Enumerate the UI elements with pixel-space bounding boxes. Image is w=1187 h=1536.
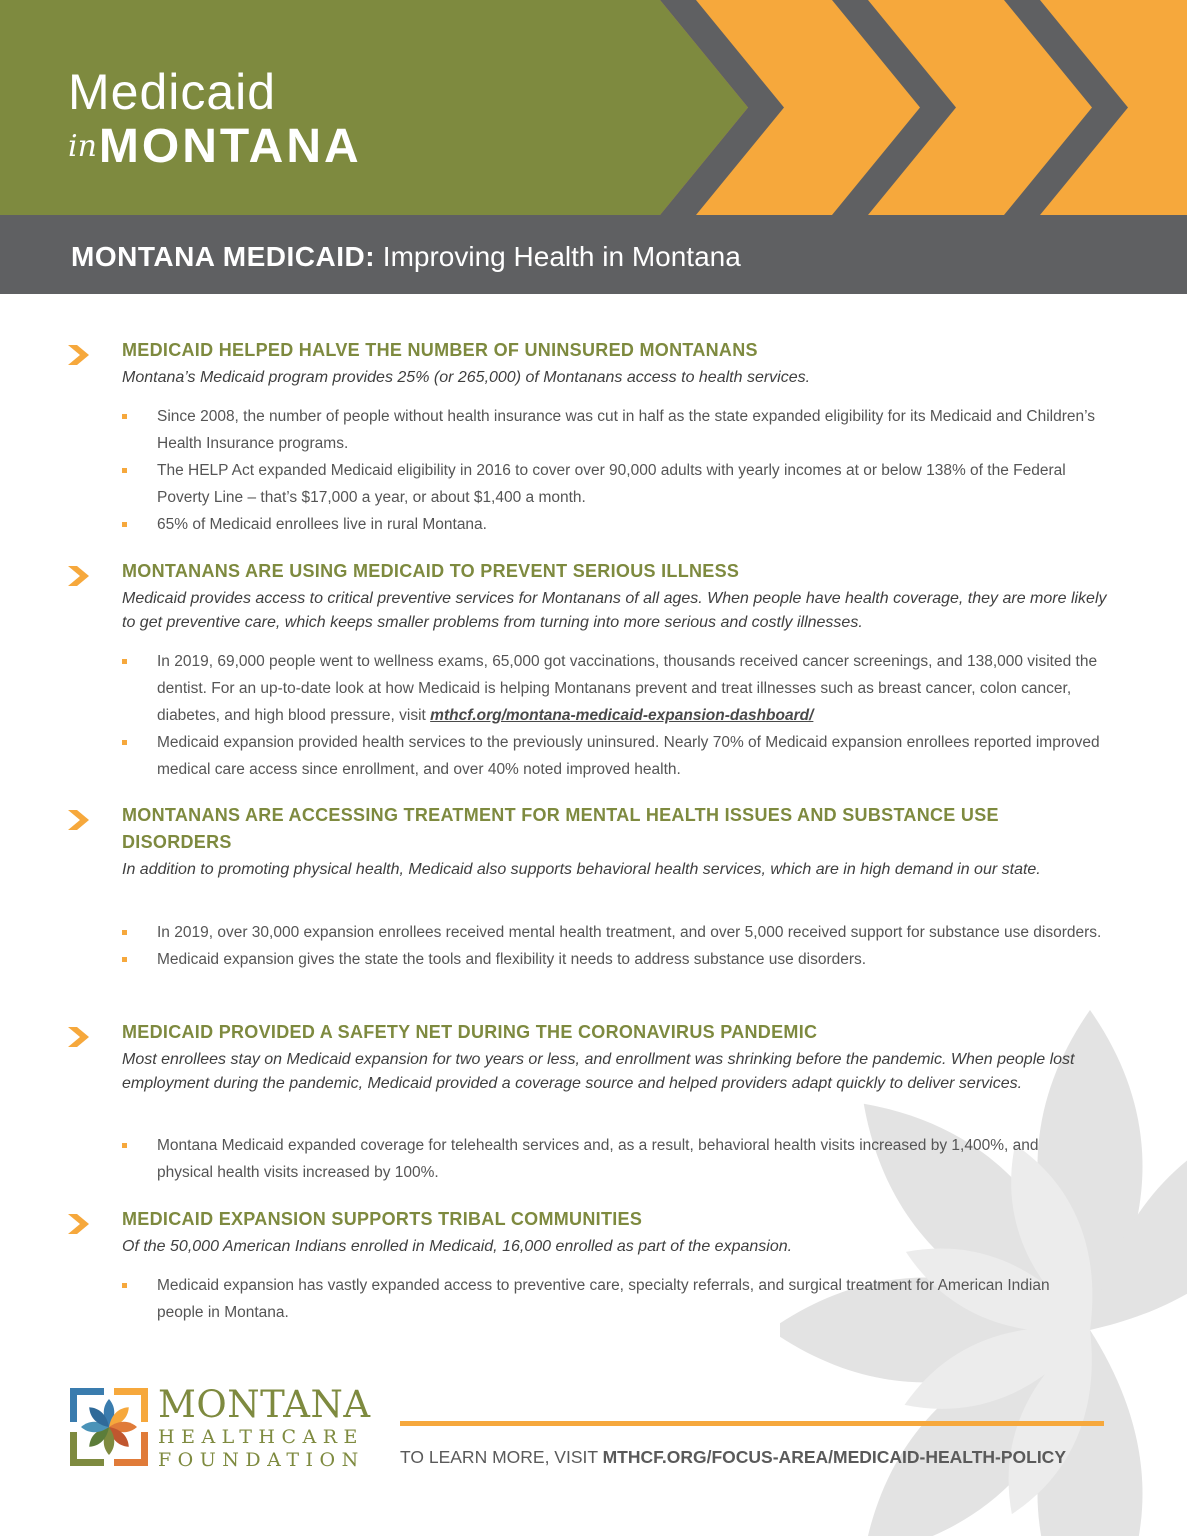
- bullet-list: [122, 1272, 1052, 1326]
- foundation-logo-text: [158, 1384, 371, 1472]
- section-title: MEDICAID PROVIDED A SAFETY NET DURING THE CORONAVIRUS PANDEMIC: [122, 1022, 818, 1042]
- list-item-text: In 2019, 69,000 people went to wellness exams, 65,000 got vaccinations, thousands received cancer screenings, and 138,000 visited the dentist. For an up-to-date look at how Medicaid is helping Montanans prevent and treat illnesses such as breast cancer, colon cancer, diabetes, and high blood pressure, visit: [157, 653, 1098, 724]
- chevron-right-icon: [68, 1214, 90, 1234]
- list-item: 65% of Medicaid enrollees live in rural Montana.: [122, 511, 1112, 538]
- list-item: Montana Medicaid expanded coverage for telehealth services and, as a result, behavioral health visits increased by 1,400%, and physical health visits increased by 100%.: [122, 1132, 1062, 1186]
- brand-state: MONTANA: [98, 120, 362, 173]
- list-item: In 2019, over 30,000 expansion enrollees received mental health treatment, and over 5,000 received support for substance use disorders.: [122, 919, 1112, 946]
- list-item: Medicaid expansion provided health services to the previously uninsured. Nearly 70% of Medicaid expansion enrollees reported improved medical care access since enrollment, and over 40% noted improved health.: [122, 729, 1112, 783]
- section-title: MONTANANS ARE USING MEDICAID TO PREVENT SERIOUS ILLNESS: [122, 561, 740, 581]
- header-banner: [0, 0, 1187, 215]
- brand-wordmark: [68, 64, 362, 178]
- section-lead: Montana’s Medicaid program provides 25% (or 265,000) of Montanans access to health services.: [122, 369, 811, 386]
- foundation-logo-icon: [70, 1388, 148, 1466]
- section-lead: Most enrollees stay on Medicaid expansion for two years or less, and enrollment was shrinking before the pandemic. When people lost employment during the pandemic, Medicaid provided a coverage source and helped providers adapt quickly to deliver services.: [122, 1051, 1075, 1092]
- list-item: [122, 648, 1112, 729]
- page-title-rest: Improving Health in Montana: [375, 241, 741, 272]
- logo-line-3: FOUNDATION: [158, 1449, 365, 1471]
- logo-line-1: MONTANA: [158, 1383, 371, 1426]
- chevron-right-icon: [68, 1027, 90, 1047]
- dashboard-link[interactable]: mthcf.org/montana-medicaid-expansion-dashboard/: [430, 707, 814, 724]
- section-title: MONTANANS ARE ACCESSING TREATMENT FOR MENTAL HEALTH ISSUES AND SUBSTANCE USE DISORDERS: [122, 805, 999, 852]
- section-lead: Of the 50,000 American Indians enrolled in Medicaid, 16,000 enrolled as part of the expansion.: [122, 1238, 793, 1255]
- brand-word: Medicaid: [68, 64, 277, 120]
- section-lead: In addition to promoting physical health, Medicaid also supports behavioral health services, which are in high demand in our state.: [122, 861, 1041, 878]
- page-title-bold: MONTANA MEDICAID:: [71, 241, 376, 272]
- brand-in: in: [68, 129, 97, 164]
- chevron-right-icon: [68, 566, 90, 586]
- list-item: Medicaid expansion has vastly expanded access to preventive care, specialty referrals, and surgical treatment for American Indian people in Montana.: [122, 1272, 1052, 1326]
- footer-divider: [400, 1421, 1104, 1426]
- bullet-list: [122, 403, 1112, 538]
- bullet-list: [122, 1132, 1062, 1186]
- chevron-right-icon: [68, 345, 90, 365]
- list-item: The HELP Act expanded Medicaid eligibility in 2016 to cover over 90,000 adults with yearly incomes at or below 138% of the Federal Poverty Line – that’s $17,000 a year, or about $1,400 a month.: [122, 457, 1112, 511]
- list-item: Since 2008, the number of people without health insurance was cut in half as the state expanded eligibility for its Medicaid and Children’s Health Insurance programs.: [122, 403, 1112, 457]
- logo-line-2: HEALTHCARE: [158, 1426, 364, 1448]
- bullet-list: [122, 648, 1112, 783]
- footer-cta: [400, 1447, 1066, 1468]
- section-title: MEDICAID EXPANSION SUPPORTS TRIBAL COMMUNITIES: [122, 1209, 643, 1229]
- section-title: MEDICAID HELPED HALVE THE NUMBER OF UNINSURED MONTANANS: [122, 340, 758, 360]
- chevron-right-icon: [68, 810, 90, 830]
- footer-cta-link[interactable]: MTHCF.ORG/FOCUS-AREA/MEDICAID-HEALTH-POLICY: [602, 1447, 1066, 1467]
- page-title: [71, 241, 741, 273]
- bullet-list: [122, 919, 1112, 973]
- section-lead: Medicaid provides access to critical preventive services for Montanans of all ages. When people have health coverage, they are more likely to get preventive care, which keeps smaller problems from turning into more serious and costly illnesses.: [122, 590, 1107, 631]
- list-item: Medicaid expansion gives the state the tools and flexibility it needs to address substance use disorders.: [122, 946, 1112, 973]
- footer-cta-prefix: TO LEARN MORE, VISIT: [400, 1447, 603, 1467]
